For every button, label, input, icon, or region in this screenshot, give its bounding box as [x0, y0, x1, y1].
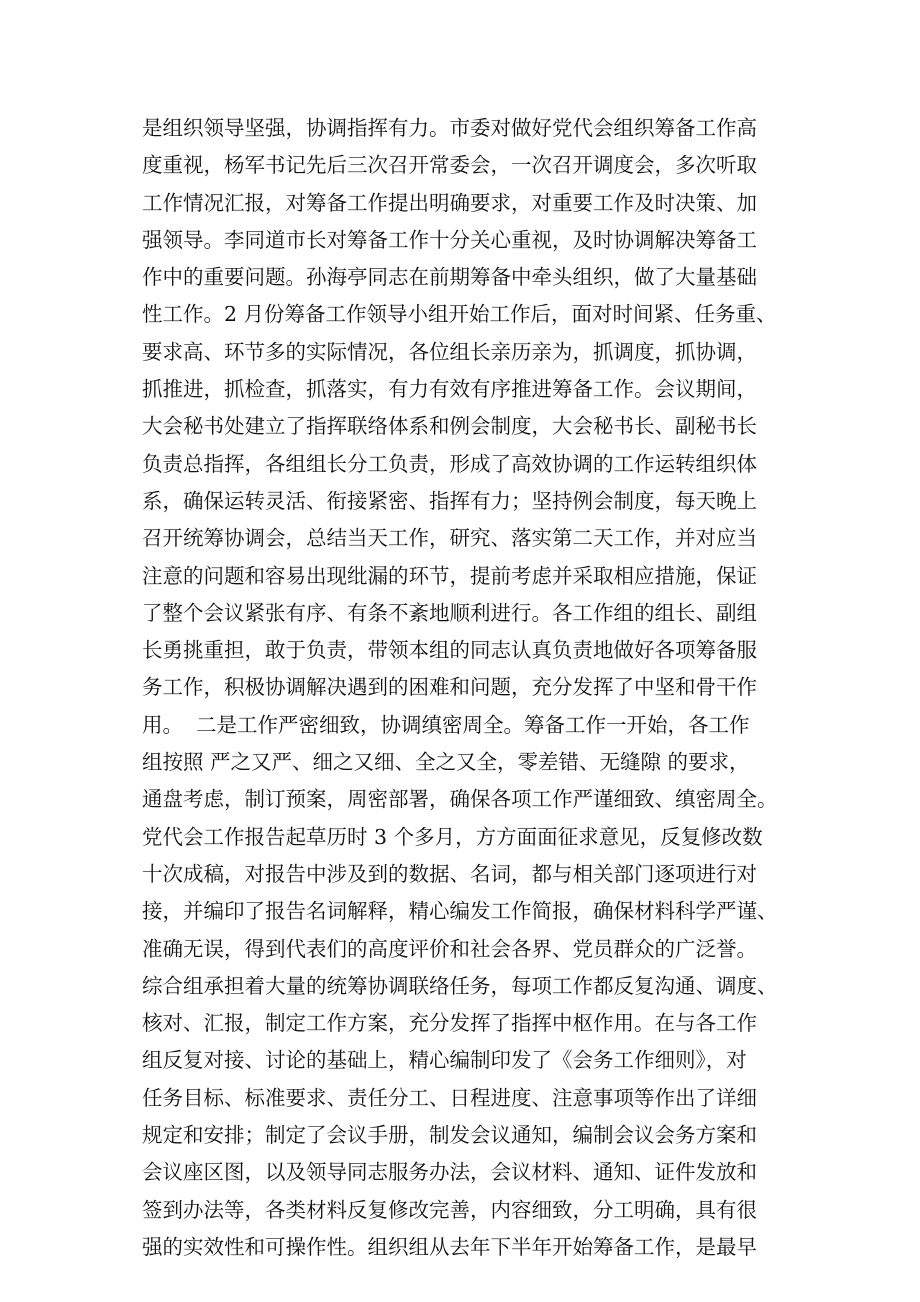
text-line: 了整个会议紧张有序、有条不紊地顺利进行。各工作组的组长、副组: [142, 600, 757, 625]
text-line: 会议座区图，以及领导同志服务办法，会议材料、通知、证件发放和: [142, 1160, 757, 1185]
text-line: 注意的问题和容易出现纰漏的环节，提前考虑并采取相应措施，保证: [142, 563, 757, 588]
text-line: 强领导。李同道市长对筹备工作十分关心重视，及时协调解决筹备工: [142, 227, 757, 252]
text-line: 性工作。2 月份筹备工作领导小组开始工作后，面对时间紧、任务重、: [142, 302, 777, 327]
text-line: 签到办法等，各类材料反复修改完善，内容细致，分工明确，具有很: [142, 1197, 757, 1222]
text-line: 要求高、环节多的实际情况，各位组长亲历亲为，抓调度，抓协调，: [142, 339, 757, 364]
text-line: 规定和安排；制定了会议手册，制发会议通知，编制会议会务方案和: [142, 1123, 757, 1148]
text-line: 系，确保运转灵活、衔接紧密、指挥有力；坚持例会制度，每天晚上: [142, 488, 757, 513]
text-line: 组反复对接、讨论的基础上，精心编制印发了《会务工作细则》，对: [142, 1048, 747, 1073]
text-line: 工作情况汇报，对筹备工作提出明确要求，对重要工作及时决策、加: [142, 190, 757, 215]
text-line: 负责总指挥，各组组长分工负责，形成了高效协调的工作运转组织体: [142, 451, 757, 476]
text-line: 十次成稿，对报告中涉及到的数据、名词，都与相关部门逐项进行对: [142, 861, 757, 886]
text-line: 抓推进，抓检查，抓落实，有力有效有序推进筹备工作。会议期间，: [142, 377, 757, 402]
text-line: 务工作，积极协调解决遇到的困难和问题，充分发挥了中坚和骨干作: [142, 675, 757, 700]
text-line: 长勇挑重担，敢于负责，带领本组的同志认真负责地做好各项筹备服: [142, 638, 757, 663]
text-line: 是组织领导坚强，协调指挥有力。市委对做好党代会组织筹备工作高: [142, 116, 757, 140]
text-line: 召开统筹协调会，总结当天工作，研究、落实第二天工作，并对应当: [142, 526, 757, 551]
text-line: 准确无误，得到代表们的高度评价和社会各界、党员群众的广泛誉。: [142, 936, 757, 961]
text-line: 党代会工作报告起草历时 3 个多月，方方面面征求意见，反复修改数: [142, 824, 763, 849]
text-line: 任务目标、标准要求、责任分工、日程进度、注意事项等作出了详细: [142, 1085, 757, 1110]
text-line: 作中的重要问题。孙海亭同志在前期筹备中牵头组织，做了大量基础: [142, 265, 757, 290]
text-line: 接，并编印了报告名词解释，精心编发工作简报，确保材料科学严谨、: [142, 899, 778, 924]
text-line: 综合组承担着大量的统筹协调联络任务，每项工作都反复沟通、调度、: [142, 973, 778, 998]
text-line: 强的实效性和可操作性。组织组从去年下半年开始筹备工作，是最早: [142, 1234, 757, 1259]
body-text: [142, 110, 792, 1266]
text-line: 通盘考虑，制订预案，周密部署，确保各项工作严谨细致、缜密周全。: [142, 787, 778, 812]
text-line: 度重视，杨军书记先后三次召开常委会，一次召开调度会，多次听取: [142, 153, 757, 178]
text-line: 核对、汇报，制定工作方案，充分发挥了指挥中枢作用。在与各工作: [142, 1011, 757, 1036]
text-line: 组按照 严之又严、细之又细、全之又全，零差错、无缝隙 的要求，: [142, 750, 750, 775]
text-line: 大会秘书处建立了指挥联络体系和例会制度，大会秘书长、副秘书长: [142, 414, 757, 439]
text-line: 用。 二是工作严密细致，协调缜密周全。筹备工作一开始，各工作: [142, 712, 750, 737]
